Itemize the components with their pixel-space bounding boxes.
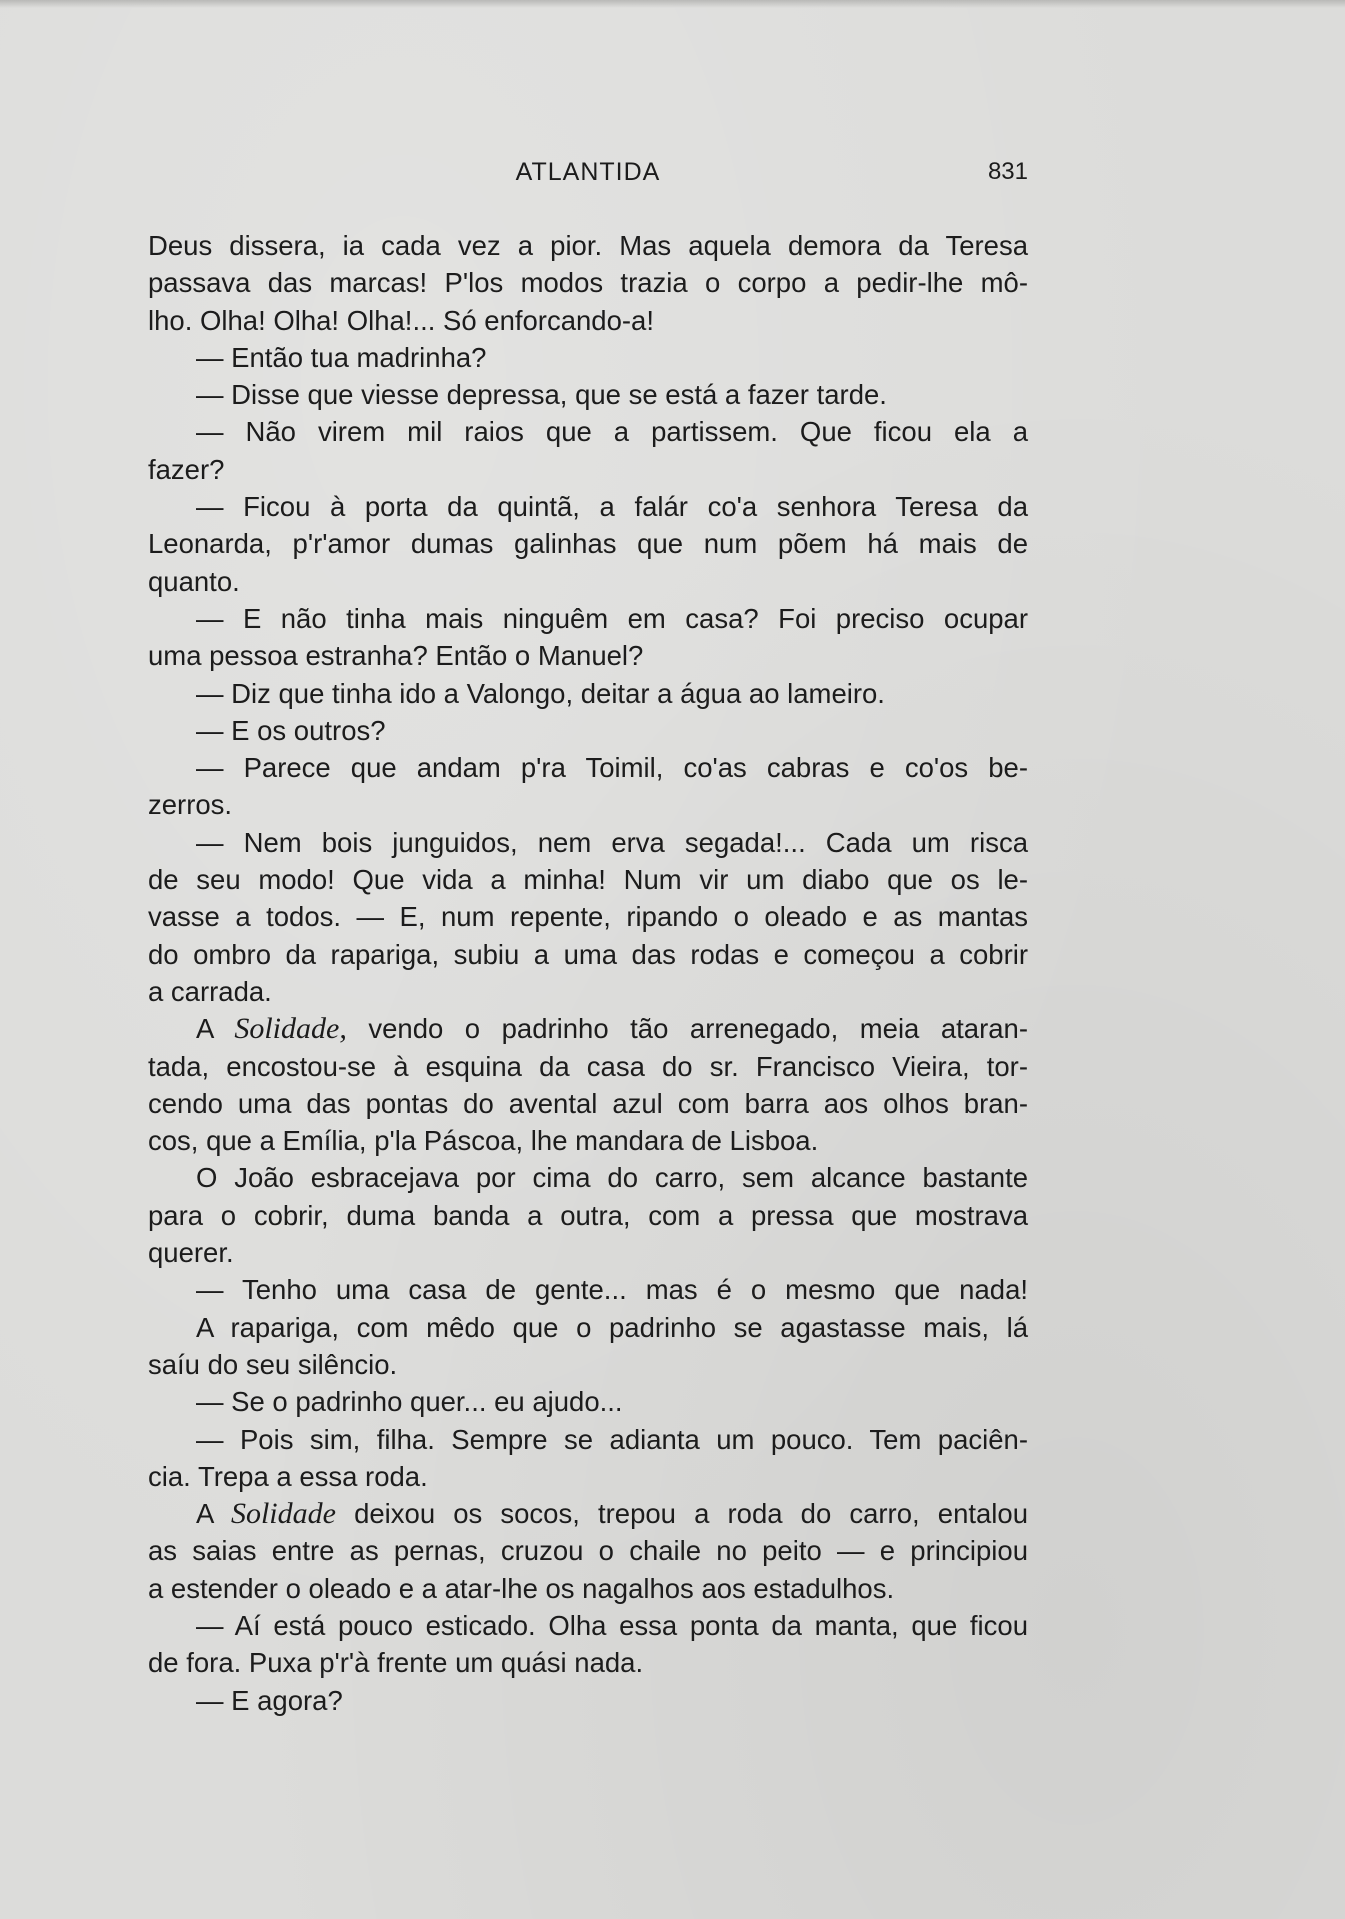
text-line (148, 1495, 1028, 1532)
text-line: — Disse que viesse depressa, que se está a fazer tarde. (196, 379, 887, 411)
text-line: O João esbracejava por cima do carro, sem alcance bastante (196, 1162, 1028, 1194)
text-line: tada, encostou-se à esquina da casa do sr. Francisco Vieira, tor- (148, 1050, 1028, 1082)
running-title: ATLANTIDA (515, 158, 661, 186)
text-line (148, 1010, 1028, 1047)
text-line: a carrada. (148, 975, 272, 1007)
text-line: de fora. Puxa p'r'à frente um quási nada. (148, 1647, 644, 1679)
text-line: — Então tua madrinha? (196, 341, 487, 373)
body-text (148, 227, 1028, 1719)
text-line-part: deixou os socos, trepou a roda do carro, entalou (335, 1498, 1028, 1530)
text-line: cendo uma das pontas do avental azul com barra aos olhos bran- (148, 1087, 1028, 1119)
text-line: uma pessoa estranha? Então o Manuel? (148, 640, 644, 672)
text-line: Deus dissera, ia cada vez a pior. Mas aquela demora da Teresa (148, 230, 1028, 261)
text-line: — Aí está pouco esticado. Olha essa ponta da manta, que ficou (196, 1609, 1028, 1641)
text-line: passava das marcas! P'los modos trazia o corpo a pedir-lhe mô- (148, 267, 1028, 299)
text-line: fazer? (148, 453, 225, 485)
text-line: — Se o padrinho quer... eu ajudo... (196, 1386, 623, 1418)
text-line: querer. (148, 1237, 234, 1269)
text-line: — Parece que andam p'ra Toimil, co'as cabras e co'os be- (196, 752, 1028, 784)
text-line: A rapariga, com mêdo que o padrinho se agastasse mais, lá (196, 1311, 1028, 1343)
text-line: do ombro da rapariga, subiu a uma das rodas e começou a cobrir (148, 938, 1028, 970)
text-line: quanto. (148, 565, 240, 597)
italic-name: Solidade (230, 1497, 336, 1531)
text-line-part: A (196, 1498, 231, 1530)
text-line: saíu do seu silêncio. (148, 1348, 398, 1380)
text-line-part: vendo o padrinho tão arrenegado, meia ataran- (346, 1013, 1028, 1045)
italic-name: Solidade, (234, 1012, 347, 1046)
text-line: Leonarda, p'r'amor dumas galinhas que num põem há mais de (148, 528, 1028, 560)
text-line: lho. Olha! Olha! Olha!... Só enforcando-a! (148, 304, 654, 336)
text-line: cia. Trepa a essa roda. (148, 1460, 428, 1492)
text-line: — E agora? (196, 1684, 343, 1716)
text-line: — Não virem mil raios que a partissem. Que ficou ela a (196, 416, 1028, 448)
text-line: — E não tinha mais ninguêm em casa? Foi preciso ocupar (196, 602, 1028, 634)
text-line: — Pois sim, filha. Sempre se adianta um pouco. Tem paciên- (196, 1423, 1028, 1455)
text-line: — Diz que tinha ido a Valongo, deitar a água ao lameiro. (196, 677, 885, 709)
page-number: 831 (987, 158, 1028, 185)
text-line: zerros. (148, 789, 233, 821)
text-line: as saias entre as pernas, cruzou o chaile no peito — e principiou (148, 1535, 1028, 1567)
page-header (148, 158, 1028, 192)
text-line: a estender o oleado e a atar-lhe os nagalhos aos estadulhos. (148, 1572, 895, 1604)
text-line: de seu modo! Que vida a minha! Num vir um diabo que os le- (148, 864, 1028, 896)
text-line: — Tenho uma casa de gente... mas é o mesmo que nada! (196, 1274, 1028, 1306)
text-line: — Ficou à porta da quintã, a falár co'a senhora Teresa da (196, 491, 1028, 523)
text-line: — Nem bois junguidos, nem erva segada!... Cada um risca (196, 826, 1028, 858)
text-line: vasse a todos. — E, num repente, ripando o oleado e as mantas (148, 901, 1028, 933)
page-top-shadow (0, 0, 1345, 8)
text-line: cos, que a Emília, p'la Páscoa, lhe mandara de Lisboa. (148, 1125, 819, 1157)
text-line: — E os outros? (196, 714, 386, 746)
text-line: para o cobrir, duma banda a outra, com a pressa que mostrava (148, 1199, 1028, 1231)
text-line-part: A (196, 1013, 235, 1045)
